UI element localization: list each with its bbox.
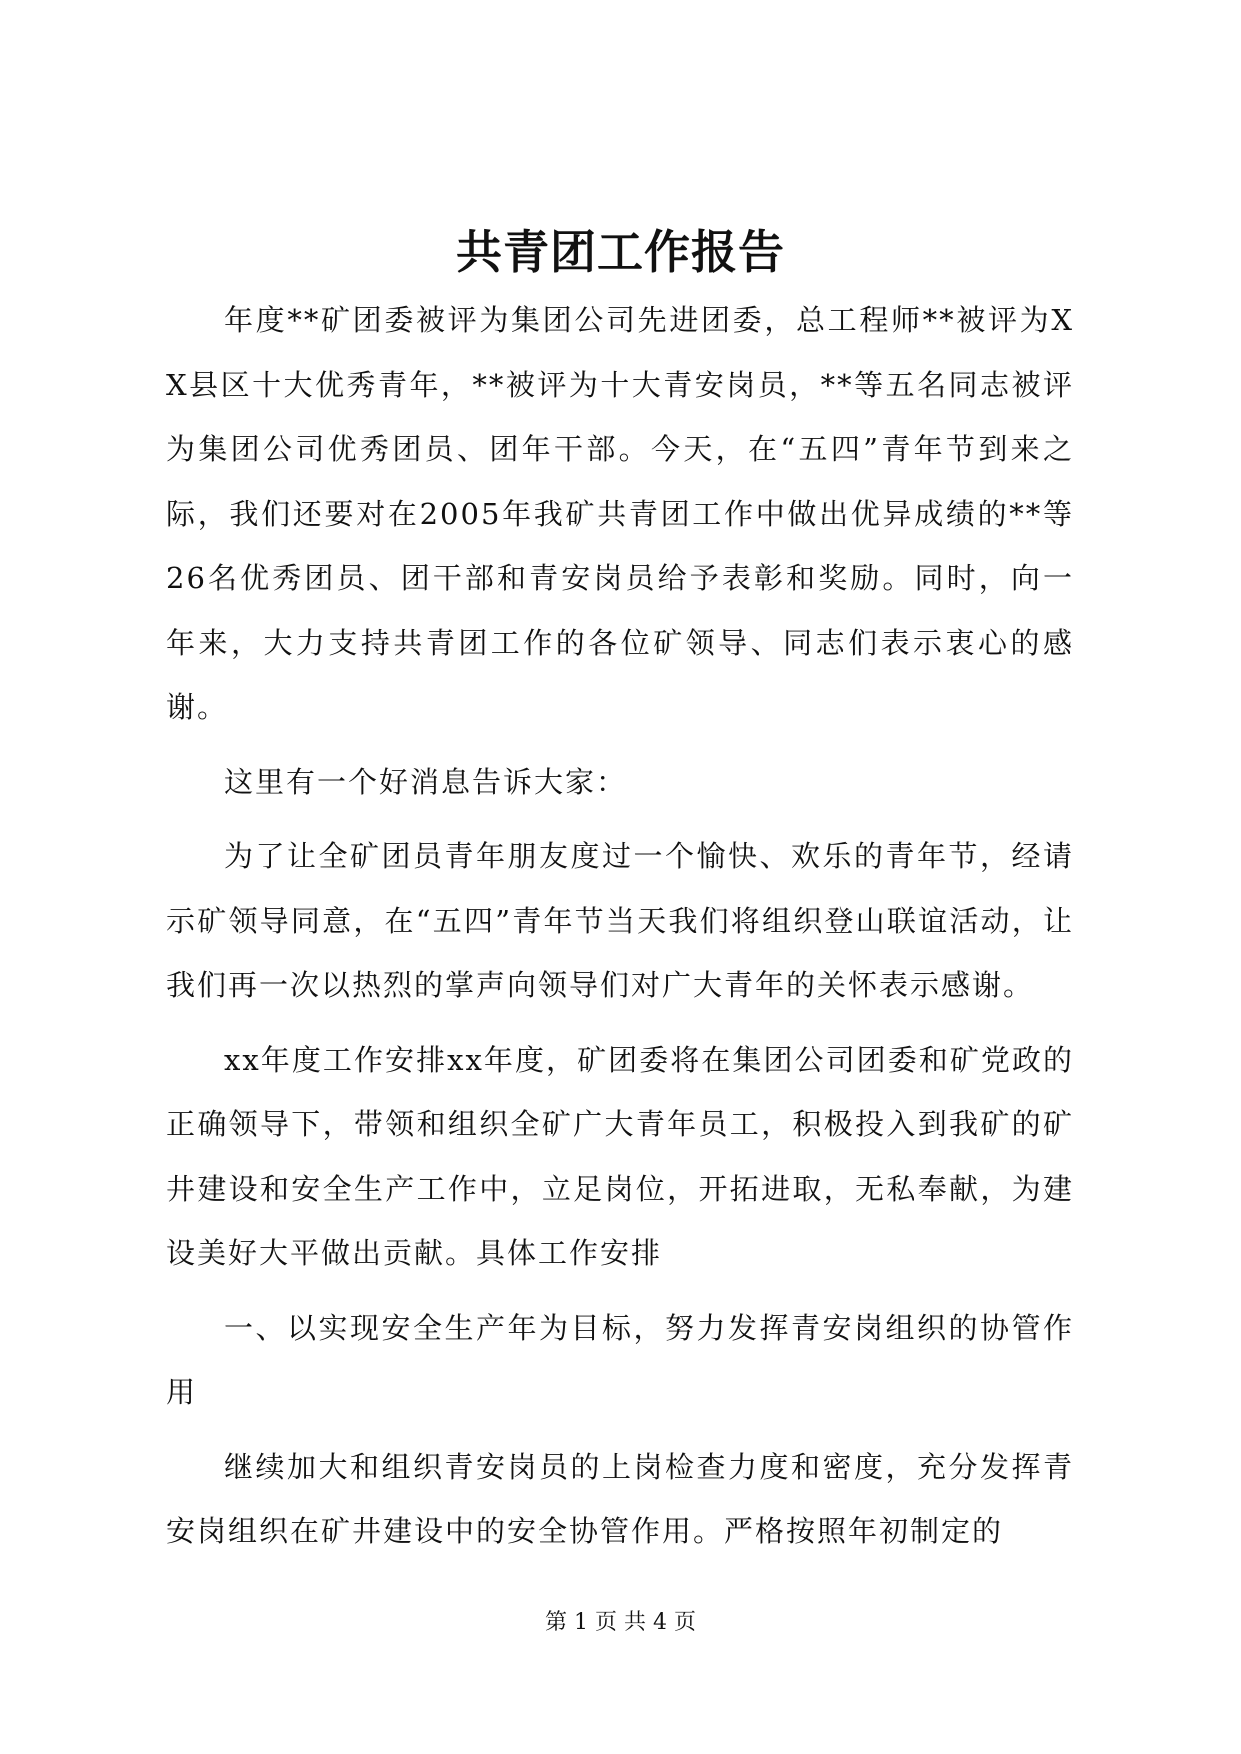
page-number-footer: 第 1 页 共 4 页	[545, 1610, 696, 1635]
paragraph-1: 年度**矿团委被评为集团公司先进团委，总工程师**被评为XX县区十大优秀青年，**被评为十大青安岗员，**等五名同志被评为集团公司优秀团员、团年干部。今天，在“五四”青年节到来之际，我们还要对在2005年我矿共青团工作中做出优异成绩的**等26名优秀团员、团干部和青安岗员给予表彰和奖励。同时，向一年来，大力支持共青团工作的各位矿领导、同志们表示衷心的感谢。	[166, 303, 1074, 724]
document-title: 共青团工作报告	[456, 225, 785, 279]
paragraph-3: 为了让全矿团员青年朋友度过一个愉快、欢乐的青年节，经请示矿领导同意，在“五四”青年节当天我们将组织登山联谊活动，让我们再一次以热烈的掌声向领导们对广大青年的关怀表示感谢。	[166, 839, 1074, 1002]
document-body	[166, 288, 1074, 1574]
paragraph-5: 一、以实现安全生产年为目标，努力发挥青安岗组织的协管作用	[166, 1310, 1074, 1409]
paragraph-2: 这里有一个好消息告诉大家：	[224, 764, 628, 799]
paragraph-6: 继续加大和组织青安岗员的上岗检查力度和密度，充分发挥青安岗组织在矿井建设中的安全协管作用。严格按照年初制定的	[166, 1449, 1074, 1548]
paragraph-4: xx年度工作安排xx年度，矿团委将在集团公司团委和矿党政的正确领导下，带领和组织全矿广大青年员工，积极投入到我矿的矿井建设和安全生产工作中，立足岗位，开拓进取，无私奉献，为建设美好大平做出贡献。具体工作安排	[166, 1042, 1074, 1270]
